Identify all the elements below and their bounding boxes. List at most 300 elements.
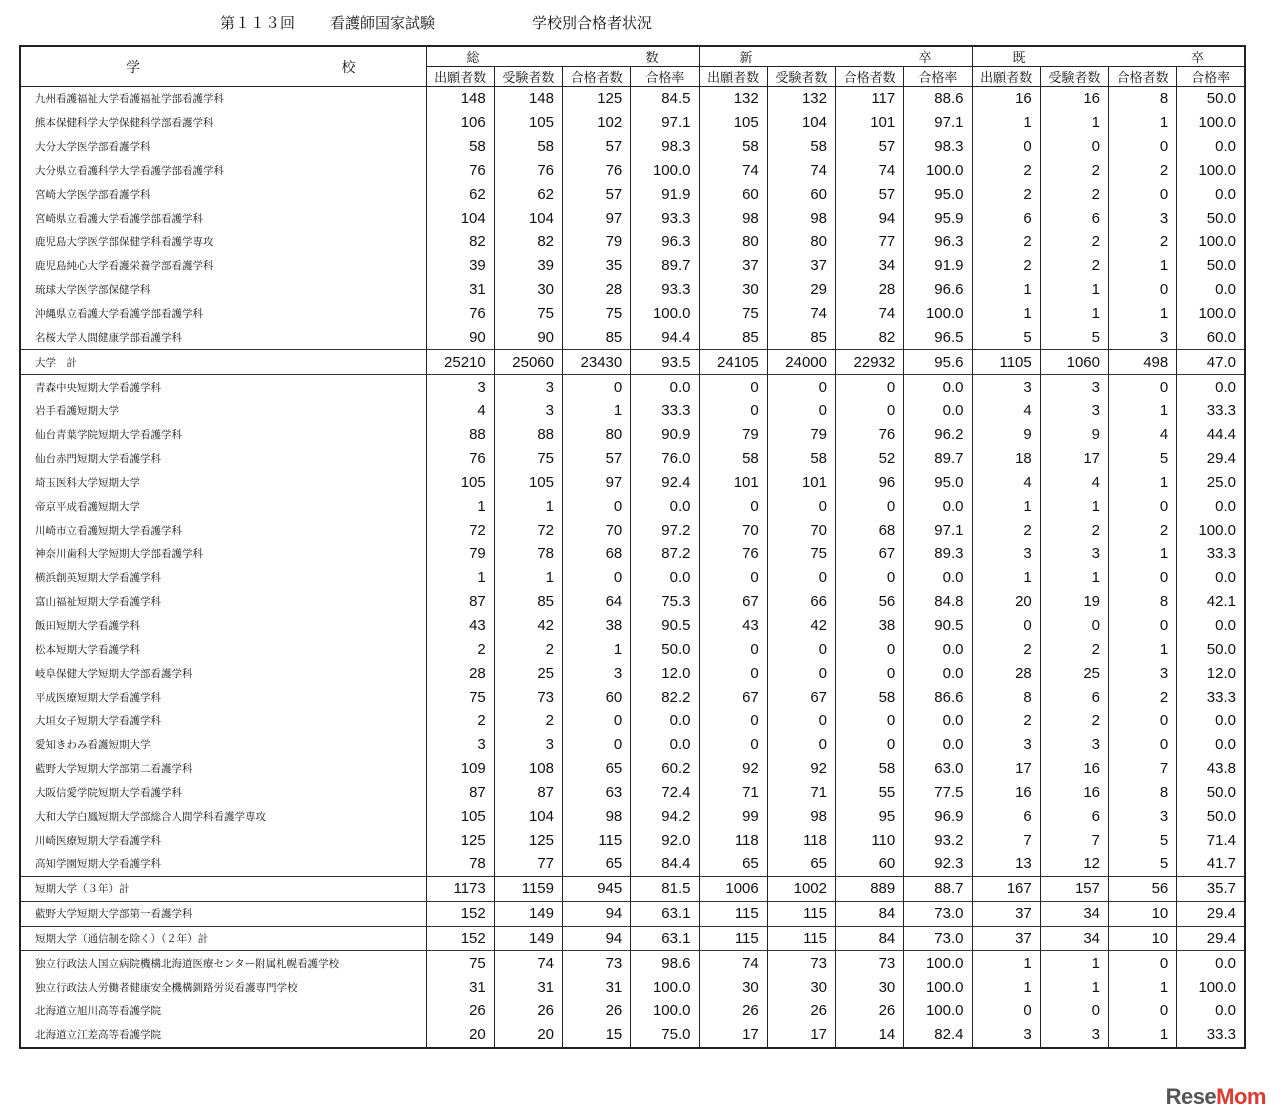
value-cell: 75 <box>426 685 494 709</box>
group-header-new-grad <box>699 46 972 67</box>
value-cell: 96.6 <box>904 278 972 302</box>
value-cell: 28 <box>836 278 904 302</box>
value-cell: 17 <box>767 1023 835 1048</box>
value-cell: 6 <box>1040 206 1108 230</box>
value-cell: 72 <box>494 518 562 542</box>
value-cell: 2 <box>1040 230 1108 254</box>
value-cell: 0 <box>1109 999 1177 1023</box>
value-cell: 50.0 <box>1177 87 1245 111</box>
value-cell: 0 <box>836 661 904 685</box>
value-cell: 1 <box>494 494 562 518</box>
value-cell: 47.0 <box>1177 350 1245 375</box>
school-name: 短期大学（３年）計 <box>20 876 426 901</box>
table-row <box>20 159 1245 183</box>
value-cell: 63.1 <box>631 926 699 951</box>
value-cell: 8 <box>1109 87 1177 111</box>
table-row <box>20 399 1245 423</box>
value-cell: 50.0 <box>1177 206 1245 230</box>
value-cell: 3 <box>426 733 494 757</box>
value-cell: 22932 <box>836 350 904 375</box>
value-cell: 60.2 <box>631 757 699 781</box>
school-name: 藍野大学短期大学部第一看護学科 <box>20 901 426 926</box>
value-cell: 33.3 <box>1177 685 1245 709</box>
value-cell: 96 <box>836 471 904 495</box>
value-cell: 0 <box>972 135 1040 159</box>
value-cell: 1 <box>1040 975 1108 999</box>
value-cell: 889 <box>836 876 904 901</box>
value-cell: 1 <box>972 278 1040 302</box>
value-cell: 68 <box>563 542 631 566</box>
value-cell: 97.1 <box>904 518 972 542</box>
value-cell: 96.3 <box>631 230 699 254</box>
table-row <box>20 375 1245 399</box>
value-cell: 89.3 <box>904 542 972 566</box>
value-cell: 56 <box>1109 876 1177 901</box>
value-cell: 30 <box>699 278 767 302</box>
value-cell: 0.0 <box>631 566 699 590</box>
value-cell: 0 <box>699 733 767 757</box>
value-cell: 81.5 <box>631 876 699 901</box>
value-cell: 3 <box>972 733 1040 757</box>
value-cell: 0 <box>563 494 631 518</box>
value-cell: 100.0 <box>1177 230 1245 254</box>
value-cell: 20 <box>972 590 1040 614</box>
value-cell: 88 <box>494 423 562 447</box>
value-cell: 115 <box>767 926 835 951</box>
value-cell: 56 <box>836 590 904 614</box>
value-cell: 1 <box>426 494 494 518</box>
value-cell: 58 <box>494 135 562 159</box>
value-cell: 6 <box>972 804 1040 828</box>
value-cell: 125 <box>563 87 631 111</box>
value-cell: 37 <box>767 254 835 278</box>
value-cell: 3 <box>1040 733 1108 757</box>
value-cell: 6 <box>1040 685 1108 709</box>
value-cell: 93.2 <box>904 828 972 852</box>
value-cell: 55 <box>836 780 904 804</box>
value-cell: 70 <box>563 518 631 542</box>
value-cell: 0.0 <box>1177 999 1245 1023</box>
value-cell: 76 <box>836 423 904 447</box>
subtotal-row <box>20 901 1245 926</box>
value-cell: 0.0 <box>904 637 972 661</box>
school-name: 九州看護福祉大学看護福祉学部看護学科 <box>20 87 426 111</box>
value-cell: 0 <box>699 661 767 685</box>
value-cell: 70 <box>699 518 767 542</box>
value-cell: 1 <box>972 951 1040 975</box>
value-cell: 89.7 <box>904 447 972 471</box>
value-cell: 0 <box>699 494 767 518</box>
value-cell: 1 <box>1109 542 1177 566</box>
table-row <box>20 494 1245 518</box>
school-name: 飯田短期大学看護学科 <box>20 614 426 638</box>
value-cell: 63 <box>563 780 631 804</box>
value-cell: 0 <box>563 709 631 733</box>
school-name: 富山福祉短期大学看護学科 <box>20 590 426 614</box>
school-name: 大和大学白鳳短期大学部総合人間学科看護学専攻 <box>20 804 426 828</box>
value-cell: 64 <box>563 590 631 614</box>
value-cell: 76 <box>699 542 767 566</box>
value-cell: 29.4 <box>1177 901 1245 926</box>
value-cell: 0.0 <box>1177 733 1245 757</box>
table-row <box>20 471 1245 495</box>
value-cell: 34 <box>1040 926 1108 951</box>
value-cell: 2 <box>426 637 494 661</box>
value-cell: 95.0 <box>904 182 972 206</box>
value-cell: 100.0 <box>904 999 972 1023</box>
school-header-char: 学 <box>126 59 140 76</box>
value-cell: 115 <box>563 828 631 852</box>
value-cell: 94.2 <box>631 804 699 828</box>
value-cell: 2 <box>426 709 494 733</box>
value-cell: 26 <box>426 999 494 1023</box>
value-cell: 33.3 <box>1177 1023 1245 1048</box>
value-cell: 105 <box>494 111 562 135</box>
value-cell: 100.0 <box>904 975 972 999</box>
value-cell: 35.7 <box>1177 876 1245 901</box>
school-name: 愛知きわみ看護短期大学 <box>20 733 426 757</box>
value-cell: 0 <box>972 614 1040 638</box>
table-row <box>20 278 1245 302</box>
value-cell: 26 <box>767 999 835 1023</box>
value-cell: 1 <box>563 637 631 661</box>
value-cell: 19 <box>1040 590 1108 614</box>
value-cell: 30 <box>494 278 562 302</box>
school-name: 宮崎大学医学部看護学科 <box>20 182 426 206</box>
value-cell: 1105 <box>972 350 1040 375</box>
value-cell: 37 <box>972 901 1040 926</box>
subcolumn-header: 合格者数 <box>1109 67 1177 87</box>
value-cell: 0.0 <box>904 709 972 733</box>
value-cell: 89.7 <box>631 254 699 278</box>
value-cell: 0 <box>836 733 904 757</box>
value-cell: 90.5 <box>631 614 699 638</box>
value-cell: 0 <box>699 709 767 733</box>
value-cell: 1173 <box>426 876 494 901</box>
value-cell: 43.8 <box>1177 757 1245 781</box>
value-cell: 60 <box>563 685 631 709</box>
value-cell: 0 <box>767 733 835 757</box>
value-cell: 2 <box>972 709 1040 733</box>
value-cell: 0 <box>563 375 631 399</box>
value-cell: 80 <box>699 230 767 254</box>
value-cell: 66 <box>767 590 835 614</box>
school-name: 宮崎県立看護大学看護学部看護学科 <box>20 206 426 230</box>
value-cell: 0.0 <box>1177 182 1245 206</box>
value-cell: 74 <box>767 302 835 326</box>
value-cell: 84 <box>836 901 904 926</box>
logo-text: Mom <box>1216 1084 1266 1109</box>
value-cell: 60 <box>767 182 835 206</box>
value-cell: 94 <box>563 926 631 951</box>
value-cell: 73 <box>836 951 904 975</box>
value-cell: 1 <box>972 111 1040 135</box>
value-cell: 2 <box>1109 159 1177 183</box>
value-cell: 104 <box>494 804 562 828</box>
value-cell: 87 <box>426 780 494 804</box>
value-cell: 31 <box>494 975 562 999</box>
value-cell: 2 <box>972 159 1040 183</box>
value-cell: 35 <box>563 254 631 278</box>
value-cell: 1006 <box>699 876 767 901</box>
group-char: 総 <box>466 51 480 66</box>
value-cell: 0 <box>767 399 835 423</box>
value-cell: 33.3 <box>1177 542 1245 566</box>
table-row <box>20 951 1245 975</box>
value-cell: 0 <box>767 566 835 590</box>
value-cell: 0 <box>1109 375 1177 399</box>
value-cell: 34 <box>1040 901 1108 926</box>
value-cell: 43 <box>426 614 494 638</box>
group-char: 新 <box>739 51 753 66</box>
value-cell: 2 <box>1040 182 1108 206</box>
table-row <box>20 447 1245 471</box>
value-cell: 157 <box>1040 876 1108 901</box>
value-cell: 3 <box>1109 325 1177 349</box>
value-cell: 67 <box>699 590 767 614</box>
value-cell: 117 <box>836 87 904 111</box>
value-cell: 10 <box>1109 926 1177 951</box>
value-cell: 41.7 <box>1177 852 1245 876</box>
value-cell: 93.3 <box>631 206 699 230</box>
value-cell: 2 <box>1040 709 1108 733</box>
value-cell: 84.8 <box>904 590 972 614</box>
results-table <box>19 45 1246 1049</box>
value-cell: 63.1 <box>631 901 699 926</box>
value-cell: 10 <box>1109 901 1177 926</box>
school-name: 名桜大学人間健康学部看護学科 <box>20 325 426 349</box>
value-cell: 70 <box>767 518 835 542</box>
group-char: 既 <box>1012 51 1026 66</box>
value-cell: 71 <box>699 780 767 804</box>
value-cell: 57 <box>563 182 631 206</box>
value-cell: 90 <box>494 325 562 349</box>
value-cell: 100.0 <box>904 951 972 975</box>
value-cell: 3 <box>1040 542 1108 566</box>
table-row <box>20 518 1245 542</box>
value-cell: 0.0 <box>904 399 972 423</box>
school-name: 熊本保健科学大学保健科学部看護学科 <box>20 111 426 135</box>
value-cell: 0 <box>1109 614 1177 638</box>
value-cell: 104 <box>426 206 494 230</box>
value-cell: 67 <box>836 542 904 566</box>
value-cell: 25.0 <box>1177 471 1245 495</box>
value-cell: 132 <box>699 87 767 111</box>
value-cell: 1 <box>1040 111 1108 135</box>
value-cell: 110 <box>836 828 904 852</box>
value-cell: 2 <box>494 709 562 733</box>
value-cell: 2 <box>1040 637 1108 661</box>
value-cell: 108 <box>494 757 562 781</box>
value-cell: 94 <box>563 901 631 926</box>
value-cell: 60 <box>699 182 767 206</box>
value-cell: 93.5 <box>631 350 699 375</box>
value-cell: 78 <box>426 852 494 876</box>
value-cell: 63.0 <box>904 757 972 781</box>
value-cell: 100.0 <box>631 302 699 326</box>
logo-text: Rese <box>1165 1084 1217 1109</box>
value-cell: 105 <box>426 804 494 828</box>
value-cell: 65 <box>699 852 767 876</box>
exam-round: 第１１３回 <box>220 14 296 32</box>
value-cell: 3 <box>494 399 562 423</box>
value-cell: 90.9 <box>631 423 699 447</box>
value-cell: 58 <box>767 447 835 471</box>
value-cell: 71.4 <box>1177 828 1245 852</box>
value-cell: 79 <box>767 423 835 447</box>
value-cell: 109 <box>426 757 494 781</box>
value-cell: 0.0 <box>904 661 972 685</box>
value-cell: 96.3 <box>904 230 972 254</box>
value-cell: 2 <box>1109 685 1177 709</box>
value-cell: 18 <box>972 447 1040 471</box>
value-cell: 16 <box>972 87 1040 111</box>
value-cell: 101 <box>699 471 767 495</box>
value-cell: 74 <box>836 159 904 183</box>
value-cell: 39 <box>494 254 562 278</box>
value-cell: 42.1 <box>1177 590 1245 614</box>
value-cell: 5 <box>1109 447 1177 471</box>
value-cell: 78 <box>494 542 562 566</box>
value-cell: 58 <box>426 135 494 159</box>
value-cell: 82 <box>836 325 904 349</box>
group-header-past-grad <box>972 46 1245 67</box>
school-name: 岐阜保健大学短期大学部看護学科 <box>20 661 426 685</box>
school-name: 帝京平成看護短期大学 <box>20 494 426 518</box>
value-cell: 0.0 <box>1177 494 1245 518</box>
school-name: 横浜創英短期大学看護学科 <box>20 566 426 590</box>
value-cell: 97 <box>563 471 631 495</box>
table-row <box>20 733 1245 757</box>
school-name: 平成医療短期大学看護学科 <box>20 685 426 709</box>
value-cell: 8 <box>972 685 1040 709</box>
value-cell: 57 <box>836 182 904 206</box>
school-name: 独立行政法人国立病院機構北海道医療センター附属札幌看護学校 <box>20 951 426 975</box>
table-row <box>20 302 1245 326</box>
value-cell: 72.4 <box>631 780 699 804</box>
value-cell: 58 <box>699 447 767 471</box>
value-cell: 1 <box>1109 1023 1177 1048</box>
subcolumn-header: 受験者数 <box>1040 67 1108 87</box>
value-cell: 149 <box>494 926 562 951</box>
value-cell: 24105 <box>699 350 767 375</box>
value-cell: 105 <box>426 471 494 495</box>
value-cell: 3 <box>972 542 1040 566</box>
value-cell: 4 <box>426 399 494 423</box>
subcolumn-header: 出願者数 <box>426 67 494 87</box>
value-cell: 99 <box>699 804 767 828</box>
value-cell: 1 <box>972 302 1040 326</box>
value-cell: 94.4 <box>631 325 699 349</box>
value-cell: 3 <box>1109 206 1177 230</box>
table-row <box>20 182 1245 206</box>
value-cell: 2 <box>1040 518 1108 542</box>
value-cell: 39 <box>426 254 494 278</box>
value-cell: 74 <box>699 951 767 975</box>
value-cell: 74 <box>699 159 767 183</box>
value-cell: 98 <box>767 206 835 230</box>
value-cell: 0 <box>1109 951 1177 975</box>
value-cell: 1 <box>1109 302 1177 326</box>
value-cell: 52 <box>836 447 904 471</box>
value-cell: 1 <box>1109 975 1177 999</box>
value-cell: 101 <box>836 111 904 135</box>
value-cell: 92.3 <box>904 852 972 876</box>
value-cell: 25 <box>1040 661 1108 685</box>
value-cell: 87.2 <box>631 542 699 566</box>
value-cell: 0 <box>699 399 767 423</box>
value-cell: 0.0 <box>904 494 972 518</box>
value-cell: 0 <box>836 494 904 518</box>
value-cell: 3 <box>972 375 1040 399</box>
value-cell: 0.0 <box>631 709 699 733</box>
value-cell: 96.9 <box>904 804 972 828</box>
school-name: 北海道立旭川高等看護学院 <box>20 999 426 1023</box>
value-cell: 88 <box>426 423 494 447</box>
value-cell: 3 <box>494 733 562 757</box>
value-cell: 0.0 <box>1177 566 1245 590</box>
value-cell: 0.0 <box>1177 135 1245 159</box>
subcolumn-header: 出願者数 <box>972 67 1040 87</box>
value-cell: 37 <box>699 254 767 278</box>
value-cell: 50.0 <box>1177 804 1245 828</box>
value-cell: 0 <box>1109 135 1177 159</box>
value-cell: 100.0 <box>904 302 972 326</box>
value-cell: 152 <box>426 901 494 926</box>
value-cell: 12.0 <box>631 661 699 685</box>
value-cell: 104 <box>767 111 835 135</box>
value-cell: 28 <box>563 278 631 302</box>
group-header-total <box>426 46 699 67</box>
value-cell: 71 <box>767 780 835 804</box>
value-cell: 82.2 <box>631 685 699 709</box>
value-cell: 65 <box>767 852 835 876</box>
value-cell: 0.0 <box>631 375 699 399</box>
value-cell: 5 <box>972 325 1040 349</box>
subcolumn-header: 合格率 <box>904 67 972 87</box>
value-cell: 26 <box>563 999 631 1023</box>
school-name: 沖縄県立看護大学看護学部看護学科 <box>20 302 426 326</box>
value-cell: 98.3 <box>631 135 699 159</box>
value-cell: 98.3 <box>904 135 972 159</box>
value-cell: 12 <box>1040 852 1108 876</box>
value-cell: 2 <box>1109 230 1177 254</box>
value-cell: 98 <box>699 206 767 230</box>
value-cell: 31 <box>426 278 494 302</box>
value-cell: 42 <box>767 614 835 638</box>
table-row <box>20 614 1245 638</box>
value-cell: 75 <box>426 951 494 975</box>
value-cell: 3 <box>972 1023 1040 1048</box>
value-cell: 125 <box>494 828 562 852</box>
value-cell: 73 <box>494 685 562 709</box>
value-cell: 85 <box>494 590 562 614</box>
value-cell: 82 <box>426 230 494 254</box>
value-cell: 4 <box>1040 471 1108 495</box>
value-cell: 100.0 <box>1177 159 1245 183</box>
value-cell: 3 <box>1040 1023 1108 1048</box>
value-cell: 0 <box>1109 566 1177 590</box>
table-row <box>20 1023 1245 1048</box>
school-name: 仙台青葉学院短期大学看護学科 <box>20 423 426 447</box>
school-column-header <box>20 46 426 87</box>
value-cell: 58 <box>836 757 904 781</box>
value-cell: 0 <box>836 399 904 423</box>
value-cell: 0.0 <box>1177 951 1245 975</box>
value-cell: 0.0 <box>904 375 972 399</box>
value-cell: 50.0 <box>1177 780 1245 804</box>
group-char: 数 <box>645 51 659 66</box>
